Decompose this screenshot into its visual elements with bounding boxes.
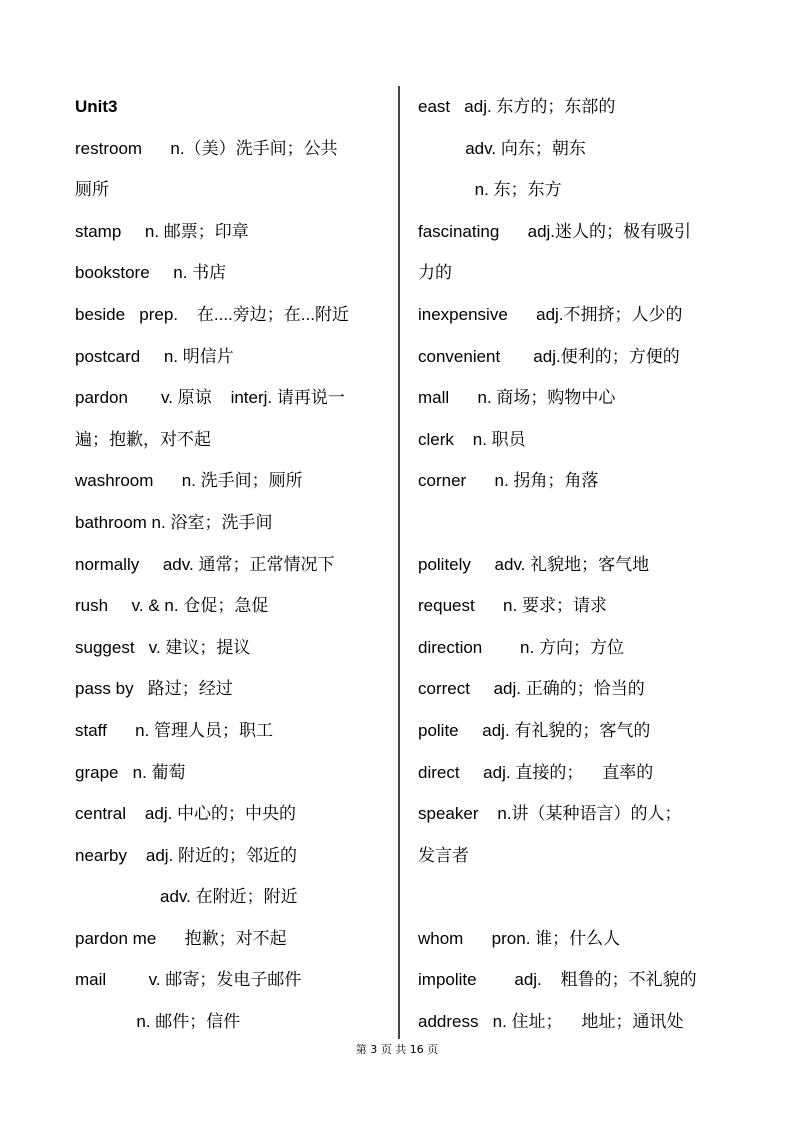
vocab-line: clerk n. 职员 [418,429,526,449]
vocab-line: polite adj. 有礼貌的；客气的 [418,720,651,740]
vocab-line: address n. 住址； 地址；通讯处 [418,1012,684,1032]
vocab-line: mall n. 商场；购物中心 [418,388,616,408]
vocab-line: corner n. 拐角；角落 [418,471,599,491]
vocab-line: inexpensive adj.不拥挤；人少的 [418,304,683,324]
vocab-line: direction n. 方向；方位 [418,637,624,657]
vocab-line: pass by 路过；经过 [75,679,233,699]
page-footer: 第 3 页 共 16 页 [355,1043,439,1056]
vocab-line: 力的 [418,263,452,283]
vocab-line: rush v. & n. 仓促；急促 [75,596,269,616]
vocab-line: central adj. 中心的；中央的 [75,804,297,824]
vocab-line: direct adj. 直接的； 直率的 [418,762,654,782]
vocab-line: correct adj. 正确的；恰当的 [418,679,645,699]
vocab-line: 遍；抱歉，对不起 [75,429,211,449]
vocab-line: washroom n. 洗手间；厕所 [75,471,303,491]
vocab-line: east adj. 东方的；东部的 [418,97,616,116]
vocab-line: request n. 要求；请求 [418,596,607,616]
vocab-line: 发言者 [418,845,469,865]
vocab-line: staff n. 管理人员；职工 [75,720,274,740]
vocab-line: restroom n.（美）洗手间；公共 [75,138,338,158]
vocab-line: normally adv. 通常；正常情况下 [75,554,335,574]
vocab-line: bathroom n. 浴室；洗手间 [75,512,273,532]
vocab-line [418,876,738,918]
vocab-line: speaker n.讲（某种语言）的人； [418,804,682,824]
vocab-line: 厕所 [75,180,109,200]
right-vocabulary-column [418,86,738,1043]
vocab-line: stamp n. 邮票；印章 [75,221,249,241]
vocab-line: adv. 在附近；附近 [75,887,298,907]
vocab-line: politely adv. 礼貌地；客气地 [418,554,650,574]
vocab-line: n. 邮件；信件 [75,1012,241,1032]
vocab-line: grape n. 葡萄 [75,762,186,782]
vocab-line: n. 东；东方 [418,180,562,200]
vocab-line: mail v. 邮寄；发电子邮件 [75,970,302,990]
vocab-line: whom pron. 谁；什么人 [418,928,621,948]
vocab-line [418,502,738,544]
vocab-line: bookstore n. 书店 [75,263,227,283]
unit-heading: Unit3 [75,97,118,116]
vocab-line: suggest v. 建议；提议 [75,637,251,657]
vocab-line: postcard n. 明信片 [75,346,234,366]
vocab-line: pardon me 抱歉；对不起 [75,928,287,948]
vocab-line: beside prep. 在....旁边；在...附近 [75,304,349,324]
vocab-line: convenient adj.便利的；方便的 [418,346,680,366]
left-vocabulary-column [75,86,385,1043]
vocab-line: pardon v. 原谅 interj. 请再说一 [75,388,345,408]
column-divider [398,86,400,1039]
vocab-line: fascinating adj.迷人的；极有吸引 [418,221,692,241]
vocab-line: adv. 向东；朝东 [418,138,586,158]
vocab-line: impolite adj. 粗鲁的；不礼貌的 [418,970,697,990]
vocab-line: nearby adj. 附近的；邻近的 [75,845,298,865]
